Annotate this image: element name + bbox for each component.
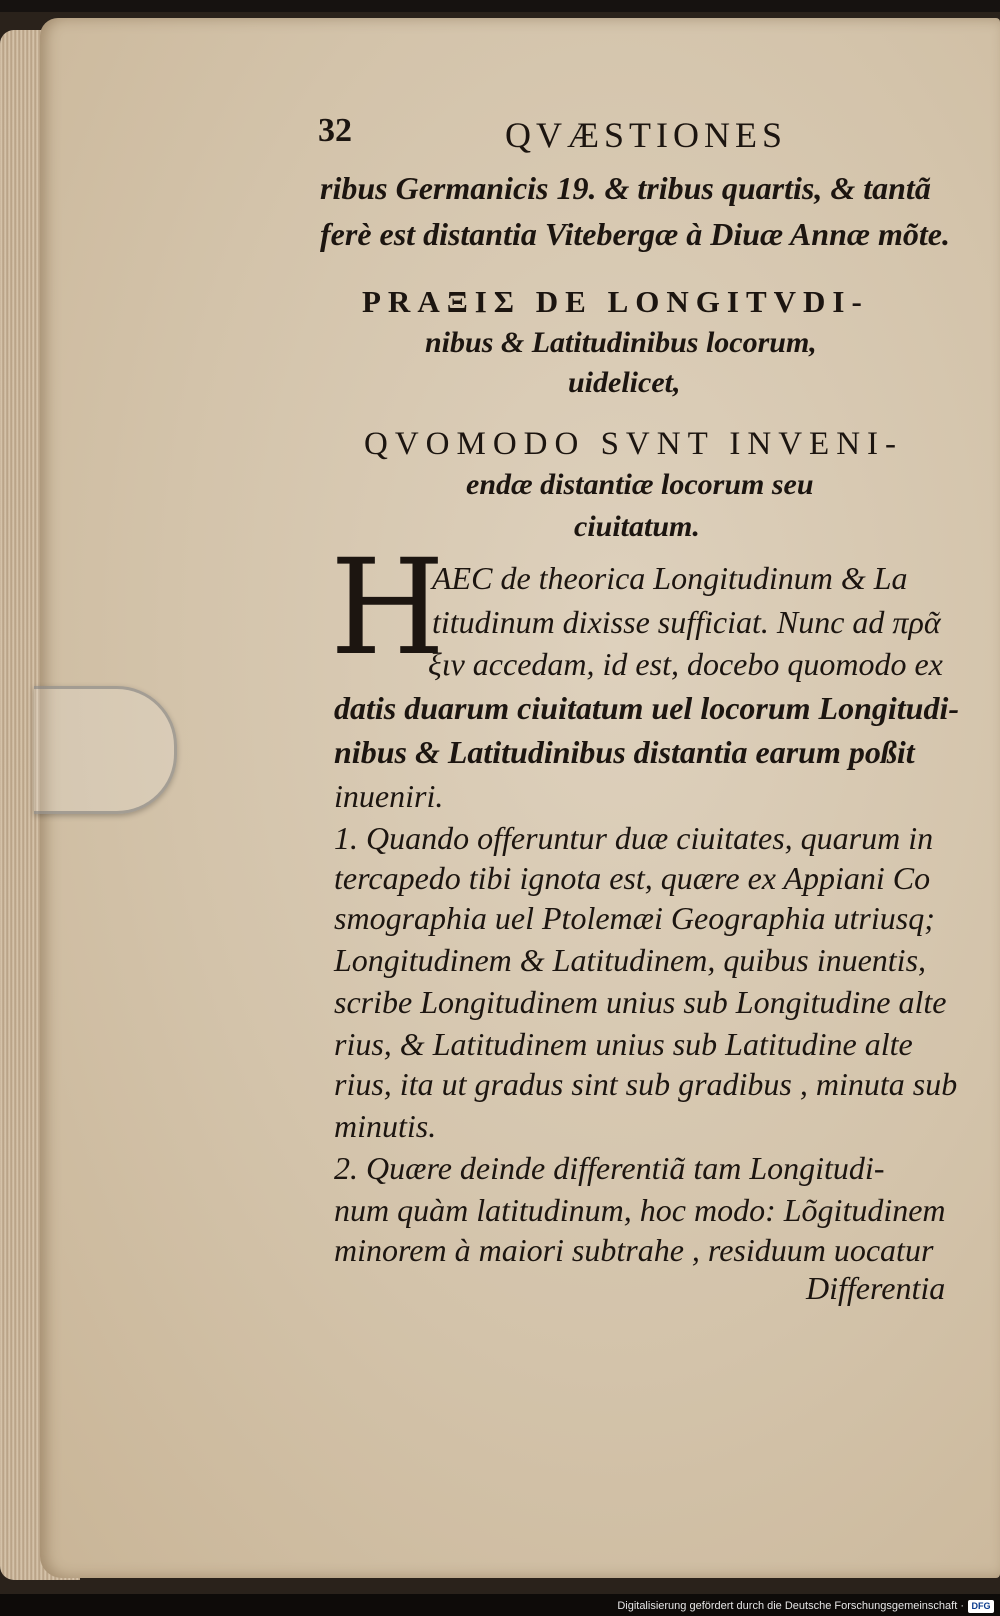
text-line: ferè est distantia Vitebergæ à Diuæ Annæ mõte.	[320, 216, 950, 252]
section-heading: nibus & Latitudinibus locorum,	[425, 326, 817, 359]
catchword: Differentia	[806, 1270, 946, 1306]
page-tab-marker	[34, 686, 177, 814]
dfg-logo: DFG	[968, 1600, 994, 1613]
subsection-heading: endæ distantiæ locorum seu	[466, 468, 814, 501]
list-item-line: rius, & Latitudinem unius sub Latitudine alte	[334, 1026, 913, 1062]
dfg-credit: Digitalisierung gefördert durch die Deutsche Forschungsgemeinschaft ·	[617, 1600, 964, 1612]
list-item-line: 1. Quando offeruntur duæ ciuitates, quarum in	[334, 820, 934, 856]
text-line: ribus Germanicis 19. & tribus quartis, & tantã	[320, 170, 931, 206]
subsection-heading: ciuitatum.	[574, 510, 700, 543]
list-item-line: 2. Quære deinde differentiã tam Longitudi-	[334, 1150, 885, 1186]
page-number: 32	[318, 112, 352, 149]
list-item-line: minorem à maiori subtrahe , residuum uocatur	[334, 1232, 934, 1268]
list-item-line: num quàm latitudinum, hoc modo: Lõgitudinem	[334, 1192, 946, 1228]
section-heading: PRAΞΙΣ DE LONGITVDI-	[362, 284, 869, 319]
paragraph-line: datis duarum ciuitatum uel locorum Longitudi-	[334, 690, 960, 726]
paragraph-line: titudinum dixisse sufficiat. Nunc ad πρᾶ	[432, 604, 941, 640]
list-item-line: tercapedo tibi ignota est, quære ex Appiani Co	[334, 860, 931, 896]
paragraph-line: inueniri.	[334, 778, 444, 814]
section-heading: uidelicet,	[568, 366, 681, 399]
drop-cap: H	[330, 531, 446, 685]
subsection-heading: QVOMODO SVNT INVENI-	[364, 426, 904, 462]
list-item-line: scribe Longitudinem unius sub Longitudine alte	[334, 984, 947, 1020]
list-item-line: rius, ita ut gradus sint sub gradibus , minuta sub	[334, 1066, 958, 1102]
list-item-line: Longitudinem & Latitudinem, quibus inuentis,	[334, 942, 927, 978]
paragraph-line: nibus & Latitudinibus distantia earum poßit	[334, 734, 915, 770]
paragraph-line: AEC de theorica Longitudinum & La	[432, 560, 908, 596]
running-head: QVÆSTIONES	[505, 115, 788, 155]
list-item-line: smographia uel Ptolemæi Geographia utriusq;	[334, 900, 935, 936]
paragraph-line: ξιν accedam, id est, docebo quomodo ex	[428, 646, 943, 682]
list-item-line: minutis.	[334, 1108, 437, 1144]
